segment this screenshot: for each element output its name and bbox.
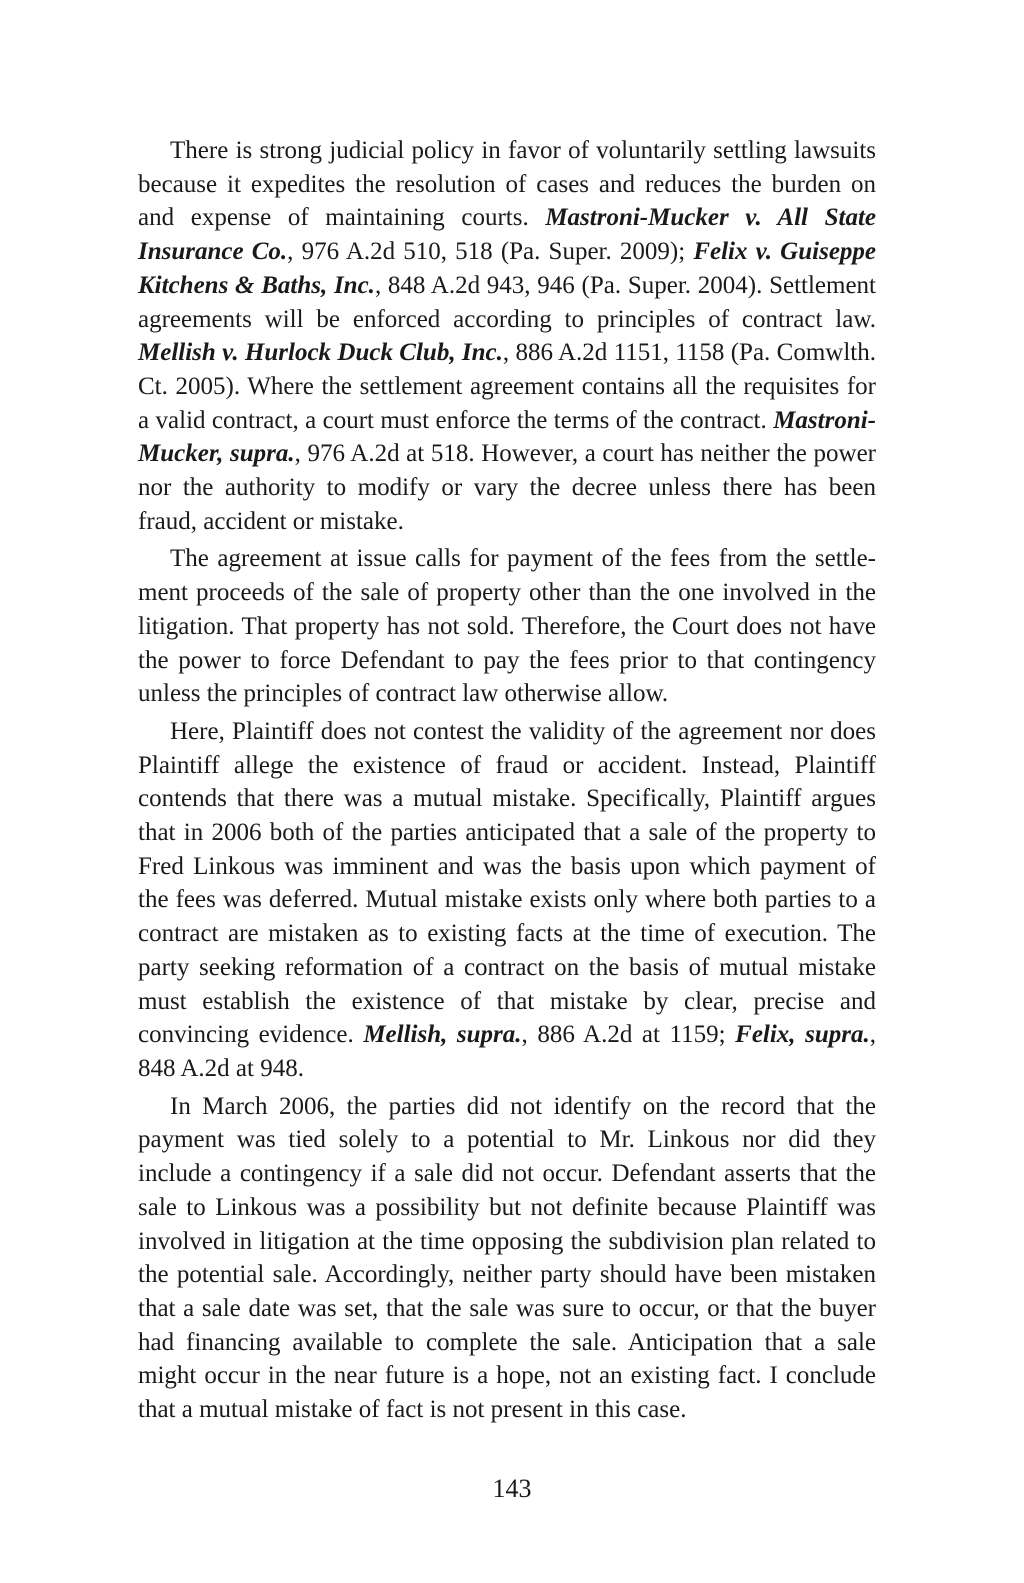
- paragraph-text: , 976 A.2d 510, 518 (Pa. Super. 2009);: [287, 238, 694, 266]
- case-citation: Mellish v. Hurlock Duck Club, Inc.: [138, 339, 503, 367]
- paragraph-text: , 976 A.2d at 518. However, a court has neither the power nor the authority to modify or vary the decree unless there has been fraud, accident or mistake.: [138, 440, 876, 535]
- paragraph-text: In March 2006, the parties did not identify on the record that the payment was tied solely to a potential to Mr. Linkous nor did they include a contingency if a sale did not occur. Defendant asserts that the sale to Linkous was a possibility but not definite because Plaintiff was involved in litigation at the time opposing the subdivision plan related to the potential sale. Accordingly, neither party should have been mistaken that a sale date was set, that the sale was sure to occur, or that the buyer had financing available to complete the sale. Anticipation that a sale might occur in the near future is a hope, not an existing fact. I conclude that a mutual mistake of fact is not present in this case.: [138, 1092, 876, 1424]
- case-citation: Mastroni-Mucker, supra.: [138, 406, 876, 468]
- paragraph-text: , 848 A.2d 943, 946 (Pa. Super. 2004). Settlement agreements will be enforced according to principles of contract law.: [138, 271, 876, 333]
- case-citation: Felix, supra.: [735, 1021, 870, 1049]
- paragraph-text: , 886 A.2d at 1159;: [521, 1021, 736, 1049]
- paragraph-text: , 886 A.2d 1151, 1158 (Pa. Comwlth. Ct. 2005). Where the settlement agreement contains all the requisites for a valid contract, a court must enforce the terms of the contract.: [138, 339, 876, 434]
- paragraph-text: There is strong judicial policy in favor of voluntarily settling lawsuits because it expedites the resolution of cases and reduces the burden on and expense of maintaining courts.: [138, 137, 876, 232]
- paragraph-2: [138, 542, 876, 711]
- paragraph-text: The agreement at issue calls for payment of the fees from the settlement proceeds of the sale of property other than the one involved in the litigation. That property has not sold. Therefore, the Court does not have the power to force Defendant to pay the fees prior to that contingency unless the principles of contract law otherwise allow.: [138, 545, 876, 708]
- paragraph-text: Here, Plaintiff does not contest the validity of the agreement nor does Plaintiff allege the existence of fraud or accident. Instead, Plaintiff contends that there was a mutual mistake. Specifically, Plaintiff argues that in 2006 both of the parties anticipated that a sale of the property to Fred Linkous was imminent and was the basis upon which payment of the fees was deferred. Mutual mistake exists only where both parties to a contract are mistaken as to existing facts at the time of execution. The party seeking reformation of a contract on the basis of mutual mistake must establish the existence of that mistake by clear, precise and convincing evidence.: [138, 717, 876, 1049]
- case-citation: Mastroni-Mucker v. All State Insurance Co.: [138, 204, 876, 266]
- page-number: 143: [492, 1474, 532, 1503]
- paragraph-1: [138, 134, 876, 538]
- case-citation: Felix v. Guiseppe Kitchens & Baths, Inc.: [138, 238, 877, 299]
- paragraph-text: , 848 A.2d at 948.: [138, 1021, 876, 1082]
- body-text: [138, 134, 876, 1427]
- case-citation: Mellish, supra.: [363, 1021, 522, 1049]
- paragraph-4: [138, 1090, 876, 1427]
- paragraph-3: [138, 715, 876, 1086]
